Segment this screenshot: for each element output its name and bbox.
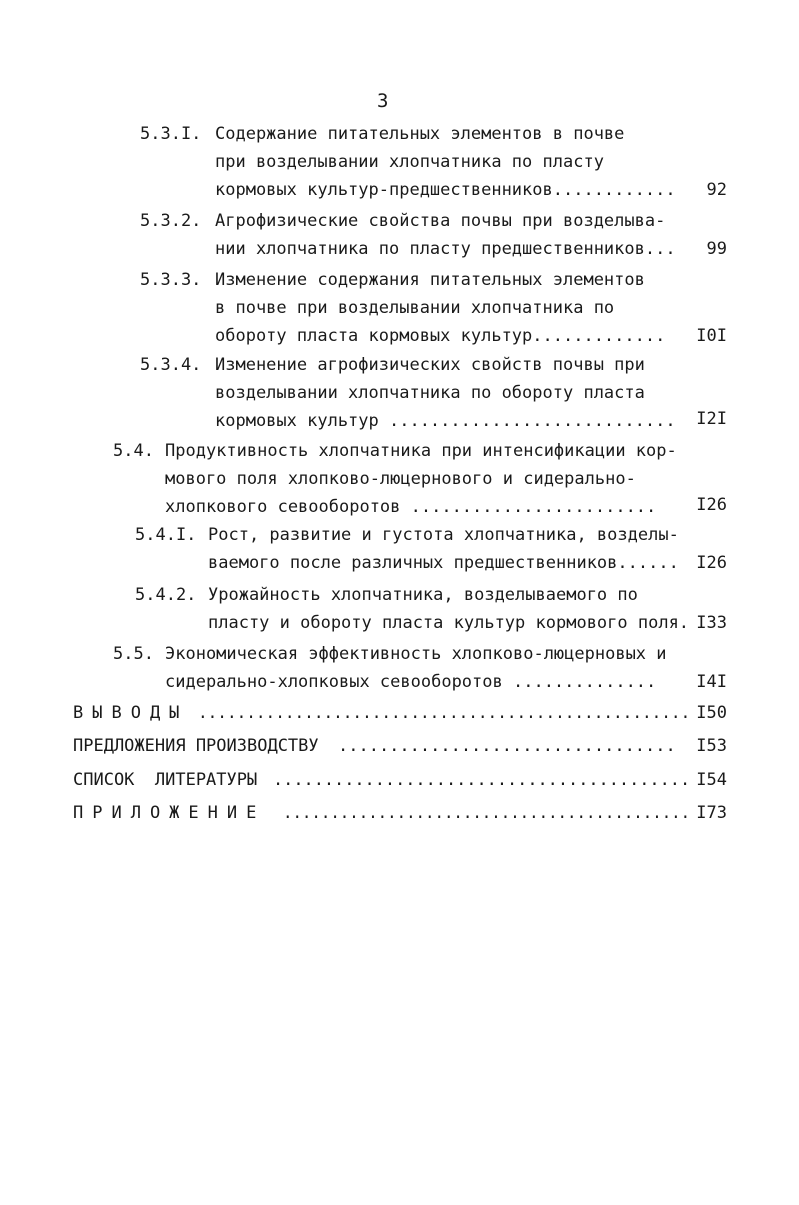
entry-text-line: пласту и обороту пласта культур кормового поля. (208, 613, 690, 633)
entry-page-number: 99 (706, 239, 727, 259)
section-leader-dots: ........................................... (283, 803, 691, 823)
entry-page-number: I2I (696, 409, 727, 429)
entry-page-number: I26 (696, 495, 727, 515)
entry-number: 5.4. (113, 441, 154, 461)
section-title: ПРИЛОЖЕНИЕ (73, 803, 266, 823)
page-number: 3 (377, 90, 389, 112)
section-page-number: I54 (696, 770, 727, 790)
entry-text-line: в почве при возделывании хлопчатника по (215, 298, 615, 318)
section-title: СПИСОК ЛИТЕРАТУРЫ (73, 770, 258, 790)
entry-number: 5.5. (113, 644, 154, 664)
section-title: ВЫВОДЫ (73, 703, 189, 723)
entry-text-line: Изменение агрофизических свойств почвы при (215, 355, 645, 375)
entry-page-number: I0I (696, 326, 727, 346)
entry-text-line: сидерально-хлопковых севооборотов .............. (165, 672, 657, 692)
entry-page-number: I33 (696, 613, 727, 633)
entry-text-line: хлопкового севооборотов ........................ (165, 497, 657, 517)
entry-text-line: кормовых культур ............................ (215, 411, 676, 431)
section-leader-dots: ................................. (338, 736, 676, 756)
entry-number: 5.4.2. (135, 585, 197, 605)
section-title: ПРЕДЛОЖЕНИЯ ПРОИЗВОДСТВУ (73, 736, 319, 756)
entry-number: 5.4.I. (135, 525, 197, 545)
entry-text-line: Рост, развитие и густота хлопчатника, возделы- (208, 525, 679, 545)
entry-page-number: I26 (696, 553, 727, 573)
entry-text-line: мового поля хлопково-люцернового и сидерально- (165, 469, 636, 489)
entry-number: 5.3.3. (140, 270, 202, 290)
section-leader-dots: ................................................... (198, 703, 691, 723)
entry-text-line: возделывании хлопчатника по обороту пласта (215, 383, 645, 403)
entry-text-line: Экономическая эффективность хлопково-люцерновых и (165, 644, 667, 664)
entry-text-line: Изменение содержания питательных элементов (215, 270, 645, 290)
entry-text-line: Содержание питательных элементов в почве (215, 124, 625, 144)
entry-text-line: нии хлопчатника по пласту предшественников... (215, 239, 676, 259)
entry-text-line: Урожайность хлопчатника, возделываемого по (208, 585, 638, 605)
entry-text-line: кормовых культур-предшественников............ (215, 180, 676, 200)
section-leader-dots: ......................................... (273, 770, 691, 790)
entry-text-line: обороту пласта кормовых культур............. (215, 326, 666, 346)
entry-number: 5.3.4. (140, 355, 202, 375)
entry-text-line: Агрофизические свойства почвы при возделыва- (215, 211, 666, 231)
entry-page-number: 92 (706, 180, 727, 200)
entry-number: 5.3.I. (140, 124, 202, 144)
entry-text-line: при возделывании хлопчатника по пласту (215, 152, 604, 172)
entry-text-line: ваемого после различных предшественников...... (208, 553, 679, 573)
section-page-number: I73 (696, 803, 727, 823)
entry-number: 5.3.2. (140, 211, 202, 231)
entry-text-line: Продуктивность хлопчатника при интенсификации кор- (165, 441, 677, 461)
section-page-number: I50 (696, 703, 727, 723)
entry-page-number: I4I (696, 672, 727, 692)
section-page-number: I53 (696, 736, 727, 756)
